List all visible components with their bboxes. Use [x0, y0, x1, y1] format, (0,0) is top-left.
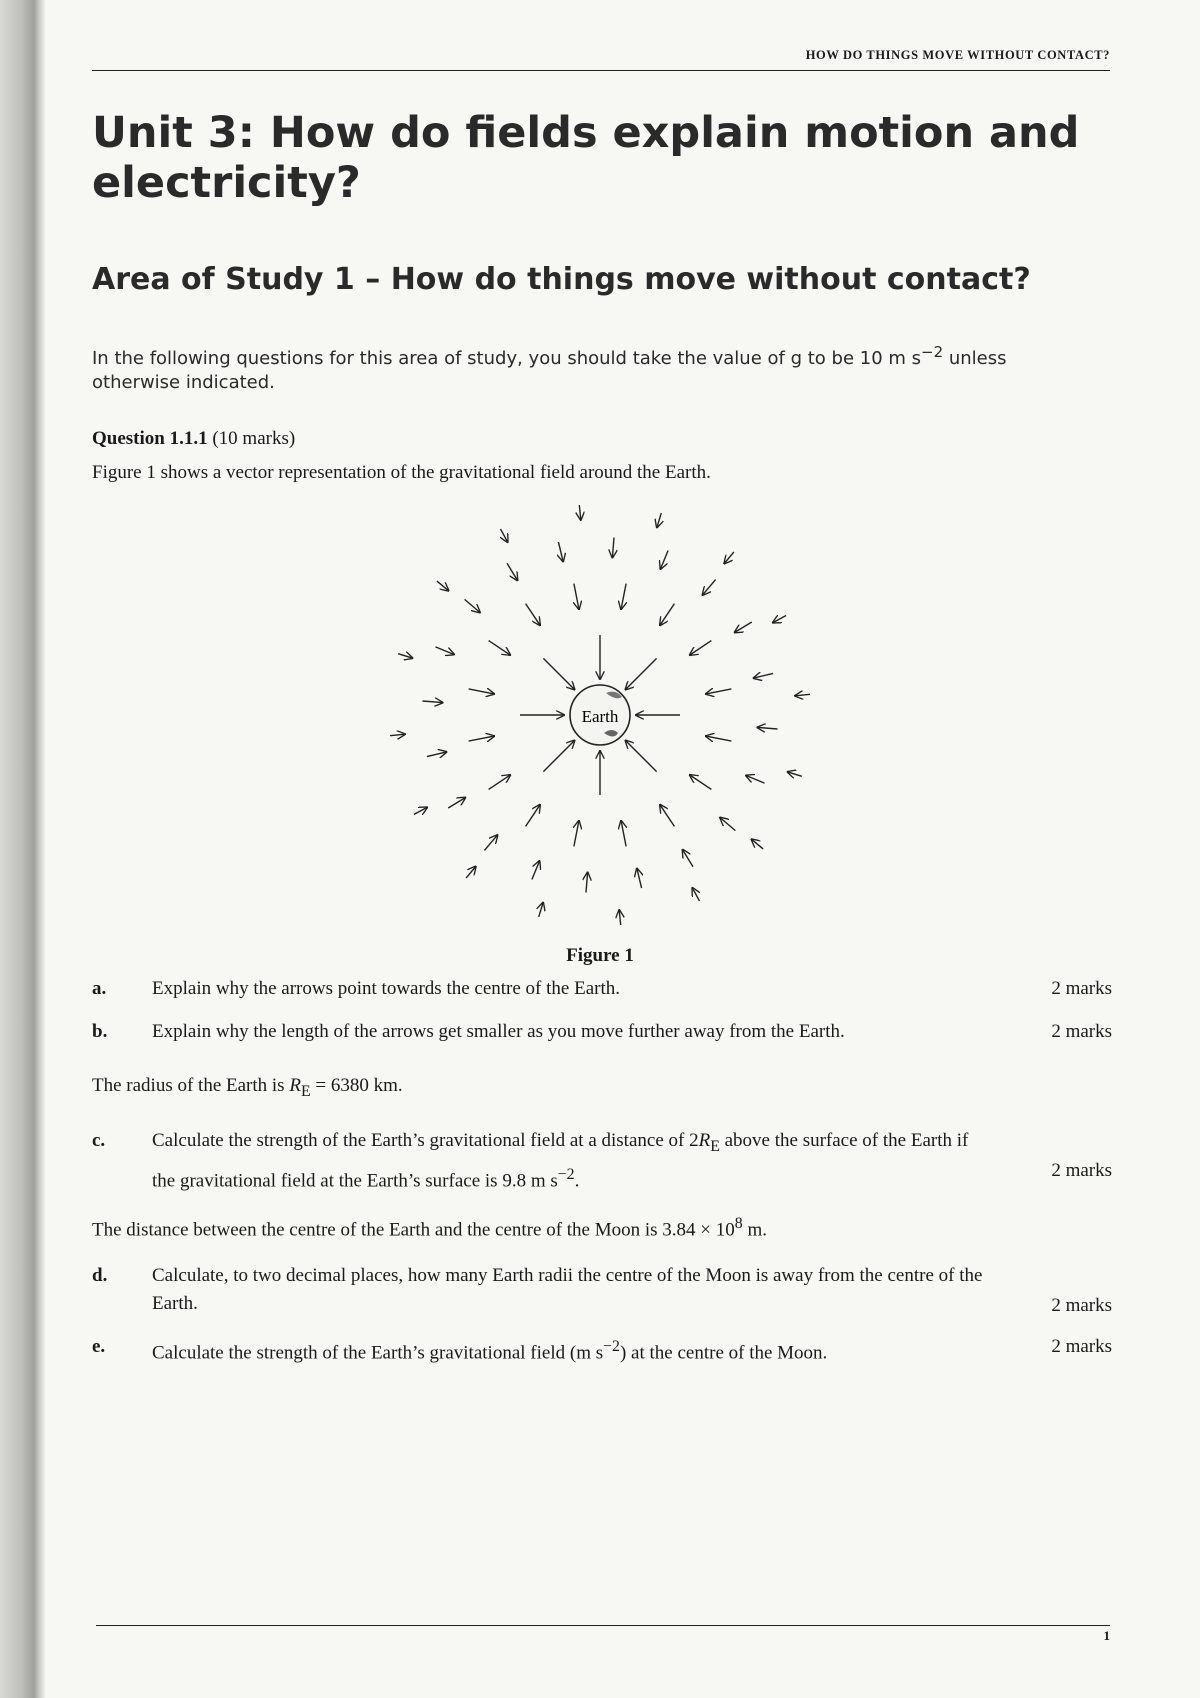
part-label: a. — [92, 978, 107, 999]
field-arrow — [543, 658, 574, 689]
gravitational-field-figure — [380, 495, 820, 935]
field-arrow — [436, 647, 455, 655]
question-part-d — [92, 1262, 1112, 1320]
intro-paragraph — [92, 340, 1092, 395]
field-arrow — [574, 584, 579, 610]
part-text: Calculate, to two decimal places, how many Earth radii the centre of the Moon is away from the centre of the Earth. — [152, 1265, 983, 1314]
part-text: Explain why the length of the arrows get smaller as you move further away from the Earth. — [152, 1021, 845, 1042]
field-arrow — [532, 861, 540, 880]
radius-statement — [92, 1075, 403, 1101]
distance-unit: m. — [742, 1219, 767, 1241]
question-part-b — [92, 1018, 1112, 1046]
field-arrow — [661, 551, 669, 570]
part-marks: 2 marks — [1051, 1336, 1112, 1357]
field-arrow — [706, 736, 732, 741]
distance-statement — [92, 1215, 767, 1241]
field-arrow — [437, 581, 449, 591]
field-arrow — [621, 821, 626, 847]
field-arrow — [720, 818, 735, 831]
field-arrow — [637, 869, 642, 889]
field-arrow — [466, 867, 476, 879]
field-arrow — [489, 641, 511, 655]
part-label: d. — [92, 1265, 108, 1286]
part-text — [152, 1127, 992, 1195]
field-arrow — [788, 772, 802, 776]
field-arrow — [795, 694, 810, 696]
field-arrow — [706, 689, 732, 694]
field-arrow — [619, 910, 621, 925]
intro-text-end: unless otherwise indicated. — [92, 348, 1007, 393]
part-text-start: Calculate the strength of the Earth’s gravitational field (m s — [152, 1342, 604, 1364]
field-arrow — [612, 538, 614, 558]
field-arrow — [683, 850, 693, 867]
field-arrow — [773, 616, 786, 623]
part-marks: 2 marks — [1051, 1160, 1112, 1181]
part-text — [152, 1333, 992, 1367]
part-text-start: Calculate the strength of the Earth’s gravitational field at a distance of 2 — [152, 1130, 699, 1151]
part-text: Explain why the arrows point towards the centre of the Earth. — [152, 978, 620, 999]
radius-subscript: E — [300, 1082, 311, 1100]
part-text-end: ) at the centre of the Moon. — [619, 1342, 828, 1364]
field-arrow — [758, 727, 778, 729]
question-part-e — [92, 1333, 1112, 1364]
part-text-middle: above the surface of the Earth if the gravitational field at the Earth’s surface is 9.8 m s — [152, 1130, 969, 1192]
earth — [570, 685, 630, 745]
area-of-study-title: Area of Study 1 – How do things move without contact? — [92, 262, 1031, 297]
question-intro: Figure 1 shows a vector representation of the gravitational field around the Earth. — [92, 462, 711, 483]
field-arrow — [526, 805, 540, 827]
field-arrow — [690, 641, 712, 655]
field-arrow — [621, 584, 626, 610]
part-marks: 2 marks — [1051, 978, 1112, 999]
part-label: b. — [92, 1021, 108, 1042]
field-arrow — [657, 513, 661, 527]
part-label: c. — [92, 1130, 106, 1151]
radius-symbol: R — [698, 1130, 711, 1151]
field-arrow — [579, 505, 581, 520]
field-arrow — [484, 835, 497, 850]
intro-exponent: −2 — [921, 343, 944, 361]
field-arrow — [703, 580, 716, 595]
field-arrow — [735, 622, 752, 632]
earth-label: Earth — [581, 707, 619, 726]
field-arrow — [754, 673, 774, 678]
field-arrow — [574, 821, 579, 847]
header-rule — [92, 70, 1110, 71]
part-marks: 2 marks — [1051, 1295, 1112, 1316]
field-arrow — [414, 807, 427, 814]
field-arrow — [660, 805, 674, 827]
field-arrow — [465, 599, 480, 612]
part-exponent: −2 — [557, 1165, 575, 1183]
page-number: 1 — [1103, 1628, 1110, 1643]
field-arrow — [586, 873, 588, 893]
part-exponent: −2 — [603, 1338, 620, 1355]
field-arrow — [626, 741, 657, 772]
field-arrow — [724, 552, 734, 564]
question-number: Question 1.1.1 — [92, 428, 208, 449]
question-part-a — [92, 975, 1112, 1003]
field-arrow — [501, 529, 508, 542]
question-marks: (10 marks) — [212, 428, 296, 449]
field-arrow — [469, 689, 495, 694]
question-part-c — [92, 1127, 1112, 1192]
radius-symbol: R — [289, 1075, 301, 1096]
radius-subscript: E — [710, 1137, 720, 1155]
figure-caption: Figure 1 — [566, 945, 634, 966]
field-arrow — [626, 658, 657, 689]
question-heading — [92, 428, 295, 450]
field-arrow — [558, 542, 563, 562]
field-arrow — [507, 563, 517, 580]
field-arrow — [539, 903, 543, 917]
field-arrow — [398, 654, 412, 658]
field-arrow — [690, 775, 712, 789]
unit-title: Unit 3: How do fields explain motion and electricity? — [92, 108, 1080, 208]
part-text-end: . — [574, 1170, 580, 1192]
field-arrow — [469, 736, 495, 741]
field-arrow — [423, 701, 443, 703]
field-arrow — [752, 839, 764, 849]
distance-text: The distance between the centre of the Earth and the centre of the Moon is 3.84 × 10 — [92, 1219, 735, 1241]
part-label: e. — [92, 1336, 106, 1357]
scan-binding-edge — [0, 0, 46, 1698]
radius-text: The radius of the Earth is — [92, 1075, 290, 1096]
field-arrow — [526, 604, 540, 626]
field-arrow — [660, 604, 674, 626]
radius-value: = 6380 km. — [310, 1075, 403, 1096]
field-arrow — [543, 741, 574, 772]
field-arrow — [390, 734, 405, 736]
field-arrow — [448, 798, 465, 808]
intro-text: In the following questions for this area of study, you should take the value of g to be 10 m s — [92, 348, 922, 369]
footer-rule — [96, 1625, 1110, 1626]
distance-exponent: 8 — [734, 1215, 743, 1232]
field-arrow — [746, 776, 765, 784]
field-arrow — [489, 775, 511, 789]
field-arrow — [427, 752, 447, 757]
running-head: HOW DO THINGS MOVE WITHOUT CONTACT? — [805, 48, 1110, 62]
part-marks: 2 marks — [1051, 1021, 1112, 1042]
field-arrow — [692, 888, 699, 901]
